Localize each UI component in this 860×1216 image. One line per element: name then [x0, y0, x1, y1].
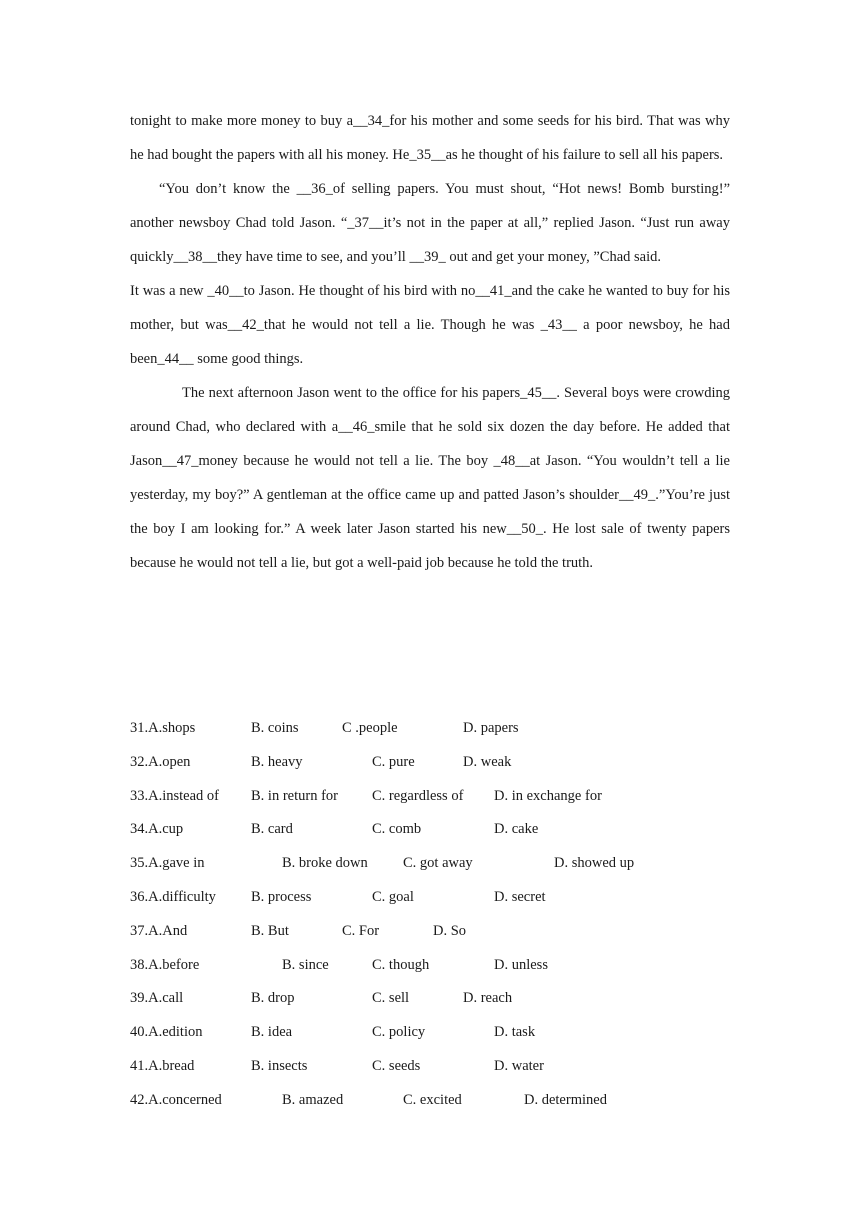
- option-d: D. determined: [524, 1091, 607, 1108]
- option-a: 33.A.instead of: [130, 787, 219, 804]
- option-row: [130, 915, 730, 949]
- option-row: [130, 847, 730, 881]
- option-a: 32.A.open: [130, 753, 191, 770]
- option-b: B. But: [251, 922, 289, 939]
- option-b: B. in return for: [251, 787, 338, 804]
- option-row: [130, 746, 730, 780]
- option-d: D. unless: [494, 956, 548, 973]
- option-row: [130, 1016, 730, 1050]
- option-d: D. papers: [463, 720, 519, 736]
- option-d: D. task: [494, 1024, 536, 1041]
- option-a: 34.A.cup: [130, 821, 184, 838]
- option-row: [130, 780, 730, 814]
- answer-options: [130, 712, 730, 1118]
- option-b: B. heavy: [251, 753, 303, 770]
- option-a: 41.A.bread: [130, 1057, 195, 1074]
- passage: [130, 104, 730, 580]
- option-c: C. though: [372, 956, 430, 973]
- option-b: B. drop: [251, 990, 295, 1007]
- option-c: C. For: [342, 922, 380, 939]
- option-d: D. water: [494, 1057, 544, 1074]
- option-c: C. pure: [372, 753, 415, 770]
- paragraph-3: It was a new _40__to Jason. He thought of his bird with no__41_and the cake he wanted to buy for his mother, but was__42_that he would not tell a lie. Though he was _43__ a poor newsboy, he had been_44__ some good things.: [130, 283, 730, 367]
- option-c: C. comb: [372, 821, 422, 838]
- option-d: D. showed up: [554, 855, 635, 872]
- option-c: C. policy: [372, 1024, 426, 1041]
- paragraph-2: “You don’t know the __36_of selling papers. You must shout, “Hot news! Bomb bursting!” another newsboy Chad told Jason. “_37__it’s not in the paper at all,” replied Jason. “Just run away quickly__38__they have time to see, and you’ll __39_ out and get your money, ”Chad said.: [130, 181, 730, 265]
- option-c: C. goal: [372, 888, 414, 905]
- option-b: B. since: [282, 956, 329, 973]
- option-c: C. sell: [372, 990, 410, 1007]
- paragraph-4: The next afternoon Jason went to the office for his papers_45__. Several boys were crowding around Chad, who declared with a__46_smile that he sold six dozen the day before. He added that Jason__47_money because he would not tell a lie. The boy _48__at Jason. “You wouldn’t tell a lie yesterday, my boy?” A gentleman at the office came up and patted Jason’s shoulder__49_.”You’re just the boy I am looking for.” A week later Jason started his new__50_. He lost sale of twenty papers because he would not tell a lie, but got a well-paid job because he told the truth.: [130, 385, 730, 571]
- option-a: 38.A.before: [130, 956, 200, 973]
- option-a: 40.A.edition: [130, 1024, 203, 1041]
- option-d: D. cake: [494, 821, 539, 838]
- option-row: [130, 881, 730, 915]
- option-a: 36.A.difficulty: [130, 888, 216, 905]
- option-row: [130, 949, 730, 983]
- option-b: B. broke down: [282, 855, 368, 872]
- option-row: [130, 813, 730, 847]
- option-b: B. insects: [251, 1057, 308, 1074]
- option-b: B. card: [251, 821, 293, 838]
- option-row: [130, 1050, 730, 1084]
- option-b: B. idea: [251, 1024, 293, 1041]
- option-d: D. So: [433, 922, 467, 939]
- option-a: 31.A.shops: [130, 720, 196, 736]
- option-a: 39.A.call: [130, 990, 184, 1007]
- option-d: D. weak: [463, 753, 512, 770]
- paragraph-1: tonight to make more money to buy a__34_for his mother and some seeds for his bird. That was why he had bought the papers with all his money. He_35__as he thought of his failure to sell all his papers.: [130, 113, 730, 163]
- option-c: C. got away: [403, 855, 473, 872]
- option-c: C. excited: [403, 1091, 462, 1108]
- option-d: D. secret: [494, 888, 546, 905]
- option-row: [130, 712, 730, 746]
- option-d: D. reach: [463, 990, 513, 1007]
- option-b: B. coins: [251, 720, 299, 736]
- option-a: 35.A.gave in: [130, 855, 205, 872]
- option-d: D. in exchange for: [494, 787, 602, 804]
- option-c: C. regardless of: [372, 787, 464, 804]
- option-c: C .people: [342, 720, 398, 736]
- option-row: [130, 982, 730, 1016]
- option-row: [130, 1084, 730, 1118]
- option-b: B. process: [251, 888, 312, 905]
- option-a: 37.A.And: [130, 922, 188, 939]
- option-a: 42.A.concerned: [130, 1091, 222, 1108]
- option-c: C. seeds: [372, 1057, 421, 1074]
- option-b: B. amazed: [282, 1091, 344, 1108]
